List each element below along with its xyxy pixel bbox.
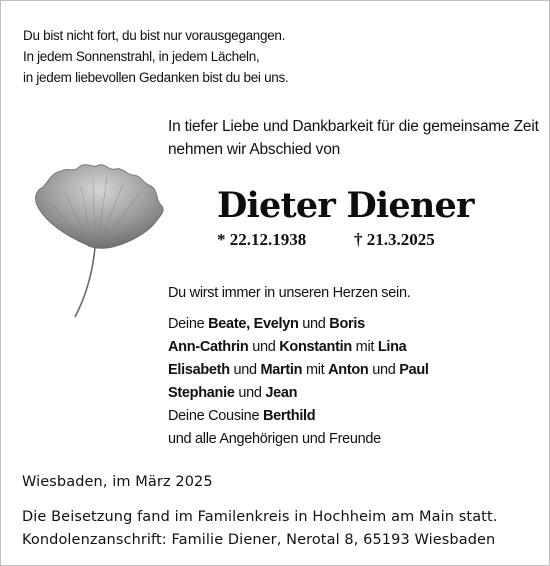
poem-line: In jedem Sonnenstrahl, in jedem Lächeln, — [23, 49, 260, 64]
poem-line: in jedem liebevollen Gedanken bist du bei uns. — [23, 70, 289, 85]
family-line: Stephanie und Jean — [168, 385, 298, 401]
family-line: Deine Cousine Berthild — [168, 408, 316, 424]
family-signature — [168, 282, 429, 451]
deceased-name: Dieter Diener — [217, 185, 474, 226]
memorial-poem — [23, 25, 288, 88]
heart-line: Du wirst immer in unseren Herzen sein. — [168, 285, 411, 301]
family-line: Ann-Cathrin und Konstantin mit Lina — [168, 339, 407, 355]
birth-date: * 22.12.1938 — [217, 230, 307, 249]
family-line: und alle Angehörigen und Freunde — [168, 431, 381, 447]
poem-line: Du bist nicht fort, du bist nur vorausgegangen. — [23, 28, 286, 43]
condolence-address: Kondolenzanschrift: Familie Diener, Nerotal 8, 65193 Wiesbaden — [22, 532, 496, 548]
ginkgo-leaf-icon — [29, 159, 174, 324]
place-date: Wiesbaden, im März 2025 — [22, 474, 213, 490]
funeral-notes — [22, 506, 497, 552]
intro-line: nehmen wir Abschied von — [168, 141, 341, 158]
intro-line: In tiefer Liebe und Dankbarkeit für die gemeinsame Zeit — [168, 118, 539, 135]
farewell-intro — [168, 115, 539, 161]
death-date: † 21.3.2025 — [354, 230, 435, 249]
family-line: Elisabeth und Martin mit Anton und Paul — [168, 362, 429, 378]
burial-note: Die Beisetzung fand im Familenkreis in Hochheim am Main statt. — [22, 509, 498, 525]
family-line: Deine Beate, Evelyn und Boris — [168, 316, 365, 332]
